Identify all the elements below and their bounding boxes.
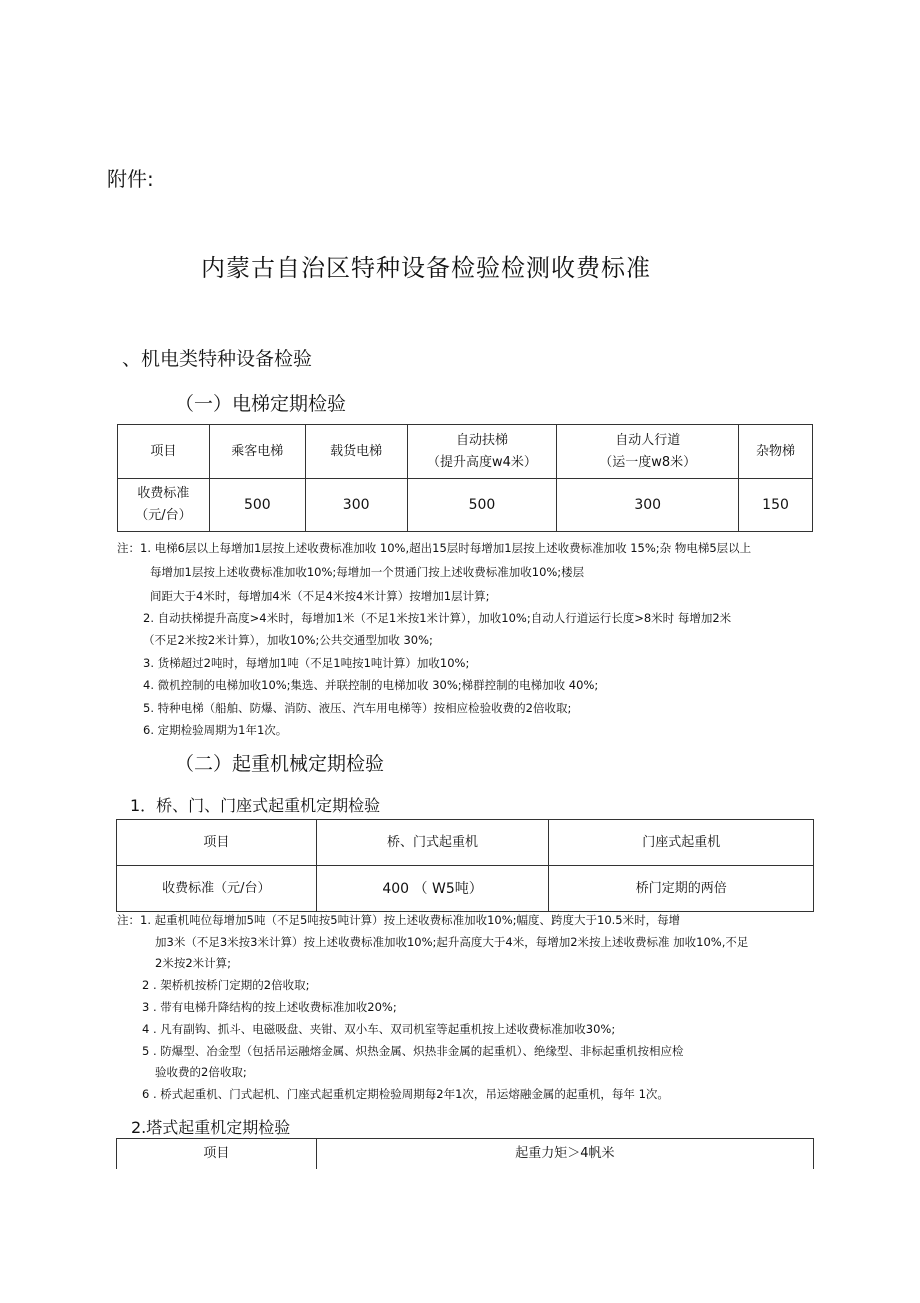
note-line: 加3米（不足3米按3米计算）按上述收费标准加收10%;起升高度大于4米，每增加2米按上述收费标准 加收10%,不足 (155, 935, 749, 949)
elevator-fee-table (117, 424, 813, 532)
note-line: 注：1. 起重机吨位每增加5吨（不足5吨按5吨计算）按上述收费标准加收10%;幅度、跨度大于10.5米时，每增 (117, 913, 681, 927)
note-line: 4. 微机控制的电梯加收10%;集选、并联控制的电梯加收 30%;梯群控制的电梯加收 40%; (143, 678, 599, 692)
header-walkway (557, 425, 739, 479)
fee-portal: 桥门定期的两倍 (549, 866, 814, 912)
row-label: 收费标准（元/台） (117, 866, 317, 912)
header-dumbwaiter: 杂物梯 (739, 425, 813, 479)
note-line: 4 . 凡有副钩、抓斗、电磁吸盘、夹钳、双小车、双司机室等起重机按上述收费标准加收30%; (142, 1022, 616, 1036)
note-line: 5. 特种电梯（船舶、防爆、消防、液压、汽车用电梯等）按相应检验收费的2倍收取; (143, 701, 572, 715)
note-line: 每增加1层按上述收费标准加收10%;每增加一个贯通门按上述收费标准加收10%;楼层 (150, 565, 585, 579)
table-row (118, 479, 813, 532)
fee-dumbwaiter: 150 (739, 479, 813, 532)
fee-freight: 300 (305, 479, 407, 532)
header-walkway-title: 自动人行道 (615, 432, 681, 448)
note-line: 2米按2米计算; (155, 956, 232, 970)
note-line: 3 . 带有电梯升降结构的按上述收费标准加收20%; (142, 1000, 397, 1014)
note-line: 验收费的2倍收取; (155, 1065, 247, 1079)
note-line: 6 . 桥式起重机、门式起机、门座式起重机定期检验周期每2年1次，吊运熔融金属的起重机，每年 1次。 (142, 1087, 669, 1101)
fee-bridge-gantry: 400 （ W5吨） (316, 866, 549, 912)
row-label-line1: 收费标准 (137, 486, 190, 501)
note-line: （不足2米按2米计算），加收10%;公共交通型加收 30%; (143, 633, 433, 647)
fee-escalator: 500 (407, 479, 557, 532)
note-line: 3. 货梯超过2吨时，每增加1吨（不足1吨按1吨计算）加收10%; (143, 656, 470, 670)
row-label-line2: （元/台） (135, 508, 192, 523)
tower-crane-table (116, 1138, 814, 1169)
row-label (118, 479, 210, 532)
elevator-heading: （一）电梯定期检验 (175, 393, 347, 415)
header-escalator (407, 425, 557, 479)
crane-item2-heading: 2.塔式起重机定期检验 (131, 1118, 291, 1137)
table-header-row (117, 820, 814, 866)
note-line: 2 . 架桥机按桥门定期的2倍收取; (142, 978, 310, 992)
header-walkway-sub: （运一度w8米） (599, 454, 697, 470)
note-line: 2. 自动扶梯提升高度>4米时，每增加1米（不足1米按1米计算），加收10%;自动人行道运行长度>8米时 每增加2米 (143, 611, 732, 625)
table-header-row (117, 1139, 814, 1169)
section-1-heading: 、机电类特种设备检验 (122, 348, 313, 370)
crane-item1-heading: 1．桥、门、门座式起重机定期检验 (130, 796, 381, 815)
note-line: 间距大于4米时，每增加4米（不足4米按4米计算）按增加1层计算; (150, 589, 490, 603)
table-row (117, 866, 814, 912)
fee-passenger: 500 (209, 479, 305, 532)
note-line: 5 . 防爆型、冶金型（包括吊运融熔金属、炽热金属、炽热非金属的起重机）、绝缘型、非标起重机按相应检 (142, 1044, 684, 1058)
header-passenger: 乘客电梯 (209, 425, 305, 479)
crane-heading: （二）起重机械定期检验 (175, 753, 385, 775)
crane-fee-table (116, 819, 814, 912)
header-freight: 载货电梯 (305, 425, 407, 479)
header-escalator-title: 自动扶梯 (455, 432, 508, 448)
header-item: 项目 (118, 425, 210, 479)
header-item: 项目 (117, 1139, 317, 1169)
note-line: 6. 定期检验周期为1年1次。 (143, 723, 288, 737)
header-bridge-gantry: 桥、门式起重机 (316, 820, 549, 866)
document-title: 内蒙古自治区特种设备检验检测收费标准 (201, 254, 651, 282)
attachment-label: 附件: (107, 167, 154, 191)
table-header-row (118, 425, 813, 479)
header-portal: 门座式起重机 (549, 820, 814, 866)
header-escalator-sub: （提升高度w4米） (427, 454, 537, 470)
header-capacity: 起重力矩＞4帆米 (316, 1139, 813, 1169)
header-item: 项目 (117, 820, 317, 866)
fee-walkway: 300 (557, 479, 739, 532)
note-line: 注：1. 电梯6层以上每增加1层按上述收费标准加收 10%,超出15层时每增加1层按上述收费标准加收 15%;杂 物电梯5层以上 (117, 541, 752, 555)
